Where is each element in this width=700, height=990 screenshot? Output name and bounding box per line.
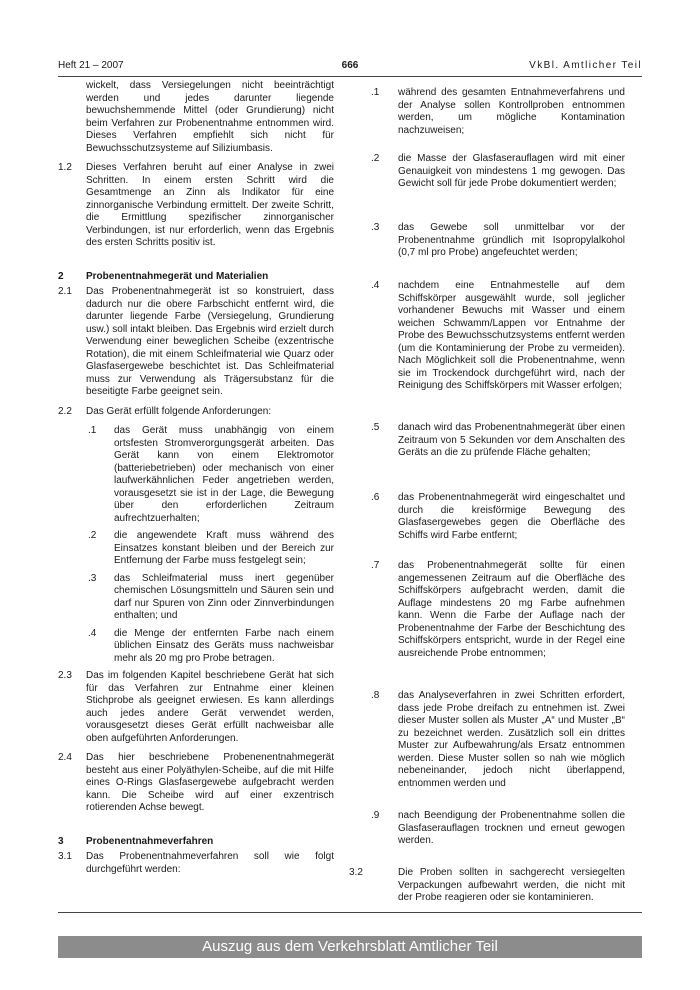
step-1: .1 während des gesamten Entnahmeverfahrens und der Analyse sollen Kontrollproben entnommen werden, um mögliche Kontamination nachzuweisen; [371, 87, 625, 136]
requirement-2: .2 die angewendete Kraft muss während des Einsatzes konstant bleiben und der Bereich zur Entfernung der Farbe muss festgelegt sein; [88, 530, 334, 566]
step-9: .9 nach Beendigung der Probenentnahme sollen die Glasfaserauflagen trocknen und erneut gewogen werden. [371, 810, 625, 846]
requirement-4: .4 die Menge der entfernten Farbe nach einem üblichen Einsatz des Geräts muss nachweisbar mehr als 20 mg pro Probe betragen. [88, 627, 334, 664]
publication-label: VkBl. Amtlicher Teil [529, 60, 642, 71]
step-6: .6 das Probenentnahmegerät wird eingeschaltet und durch die kreisförmige Bewegung des Glasfasergewebes gegen die Oberfläche des Schiffs wird Farbe entfernt; [371, 492, 625, 541]
step-4: .4 nachdem eine Entnahmestelle auf dem Schiffskörper ausgewählt wurde, soll jeglicher vorhandener Bewuchs mit Wasser und einem weichen Schwamm/Lappen vor Entnahme der Probe des Bewuchsschutzsystems entfernt werden (um die Kontaminierung der Probe zu vermeiden). Nach Möglichkeit soll die Probenentnahme, wenn sie im Trockendock durchgeführt wird, nach der Reinigung des Schiffskörpers mit Wasser erfolgen; [371, 280, 625, 391]
right-column [349, 80, 625, 920]
section-2-1: 2.1 Das Probenentnahmegerät ist so konstruiert, dass dadurch nur die obere Farbschicht entfernt wird, die darunter liegende Farbe (Versiegelung, Grundierung usw.) soll intakt bleiben. Das Ergebnis wird erzielt durch Verwendung einer beweglichen Scheibe (exzentrische Rotation), die mit einem Schleifmaterial wie Quarz oder Glasfasergewebe beschichtet ist. Das Schleifmaterial muss zur Verwendung als Trägersubstanz für die beseitigte Farbe geeignet sein. [58, 286, 334, 397]
step-8: .8 das Analyseverfahren in zwei Schritten erfordert, dass jede Probe dreifach zu entnehmen ist. Zwei dieser Muster sollen als Muster „A“ und Muster „B“ zu bezeichnet werden. Zusätzlich soll ein drittes Muster zur Aufbewahrung/als Ersatz entnommen werden. Diese Muster sollen so nah wie möglich nebeneinander, jedoch nicht überlappend, entnommen werden und [371, 690, 625, 789]
footer-rule [58, 912, 642, 913]
page-number: 666 [341, 60, 359, 71]
step-7: .7 das Probenentnahmegerät sollte für einen angemessenen Zeitraum auf die Oberfläche des Schiffskörpers aufgebracht werden, damit die Auflage mindestens 20 mg Farbe aufnehmen kann. Wenn die Farbe der Auflage nach der Probenentnahme der Farbe der Beschichtung des Schiffskörpers entspricht, wurde in der Regel eine ausreichende Probe entnommen; [371, 560, 625, 659]
requirement-3: .3 das Schleifmaterial muss inert gegenüber chemischen Lösungsmitteln und Säuren sein und darf nur Spuren von Zinn oder Zinnverbindungen enthalten; und [88, 572, 334, 621]
section-2-heading: 2 Probenentnahmegerät und Materialien [58, 270, 269, 282]
left-column [58, 80, 334, 883]
section-1-2: 1.2 Dieses Verfahren beruht auf einer Analyse in zwei Schritten. In einem ersten Schritt wird die Gesamtmenge an Zinn als Indikator für eine zinnorganische Verbindung ermittelt. Der zweite Schritt, die Ermittlung spezifischer zinnorganischer Verbindungen, ist nur erforderlich, wenn das Ergebnis des ersten Schritts positiv ist. [58, 162, 334, 248]
section-3-heading: 3 Probenentnahmeverfahren [58, 835, 214, 847]
section-2-3: 2.3 Das im folgenden Kapitel beschriebene Gerät hat sich für das Verfahren zur Entnahme einer kleinen Stichprobe als geeignet erwiesen. Es kann allerdings auch jedes andere Gerät verwendet werden, vorausgesetzt dieses Gerät erfüllt nachweisbar alle oben aufgeführten Anforderungen. [58, 670, 334, 744]
issue-label: Heft 21 – 2007 [58, 60, 124, 71]
step-2: .2 die Masse der Glasfaserauflagen wird mit einer Genauigkeit von mindestens 1 mg gewogen. Das Gewicht soll für jede Probe dokumentiert werden; [371, 153, 625, 189]
step-5: .5 danach wird das Probenentnahmegerät über einen Zeitraum von 5 Sekunden vor dem Anschalten des Geräts an die zu prüfende Fläche gehalten; [371, 422, 625, 458]
continuation-paragraph: wickelt, dass Versiegelungen nicht beeinträchtigt werden und jedes darunter liegende bewuchshemmende Mittel (oder Grundierung) nicht beim Verfahren zur Probenentnahme entnommen wird. Dieses Verfahren empfiehlt sich nicht für Bewuchsschutzsysteme auf Siliziumbasis. [86, 80, 334, 154]
section-3-1: 3.1 Das Probenentnahmeverfahren soll wie folgt durchgeführt werden: [58, 851, 334, 875]
footer-banner: Auszug aus dem Verkehrsblatt Amtlicher Teil [58, 936, 642, 958]
section-2-4: 2.4 Das hier beschriebene Probenenentnahmegerät besteht aus einer Polyäthylen-Scheibe, auf die mit Hilfe eines O-Rings Glasfasergewebe aufgebracht werden kann. Die Scheibe wird auf einer exzentrisch rotierenden Achse bewegt. [58, 752, 334, 813]
section-2-2: 2.2 Das Gerät erfüllt folgende Anforderungen: [58, 405, 272, 417]
section-3-2: 3.2 Die Proben sollten in sachgerecht versiegelten Verpackungen aufbewahrt werden, die nicht mit der Probe reagieren oder sie kontaminieren. [349, 867, 625, 903]
requirement-1: .1 das Gerät muss unabhängig von einem ortsfesten Stromverorgungsgerät arbeiten. Das Gerät kann von einem Elektromotor (batteriebetrieben) oder mechanisch von einer laufwerkähnlichen Feder angetrieben werden, vorausgesetzt sie ist in der Lage, die Bewegung über den erforderlichen Zeitraum aufrechtzuerhalten; [88, 425, 334, 524]
header-rule [58, 76, 642, 77]
step-3: .3 das Gewebe soll unmittelbar vor der Probenentnahme gründlich mit Isopropylalkohol (0,7 ml pro Probe) angefeuchtet werden; [371, 222, 625, 258]
